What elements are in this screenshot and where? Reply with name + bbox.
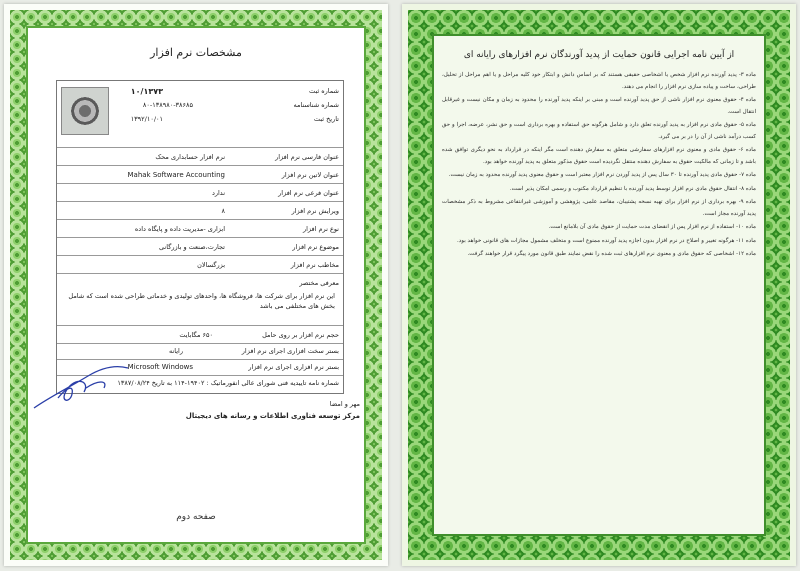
stamp-label: مهر و امضا [329, 400, 360, 408]
signature-image [28, 358, 138, 418]
regulation-title: از آیین نامه اجرایی قانون حمایت از پدید آورندگان نرم افزارهای رایانه ای [463, 50, 735, 60]
page-label: صفحه دوم [176, 512, 216, 522]
article-text: ماده ۹- بهره برداری از نرم افزار برای تهیه نسخه پشتیبان، مقاصد علمی، پژوهشی و آموزشی غیرانتفاعی مشروط به ذکر مشخصات پدید آورنده مجاز است. [442, 199, 757, 217]
article-text: ماده ۱۰- استفاده از نرم افزار پس از انقضای مدت حمایت از حقوق مادی آن بلامانع است. [548, 224, 756, 230]
article-text: ماده ۸- انتقال حقوق مادی نرم افزار توسط پدید آورنده با تنظیم قرارداد مکتوب و رسمی امکان پذیر است. [509, 185, 756, 192]
article-text: ماده ۳- پدید آورنده نرم افزار شخص یا اشخاصی حقیقی هستند که بر اساس دانش و ابتکار خود کلیه مراحل و یا اهم مراحل از تحلیل، طراحی، ساخت و پیاده سازی نرم افزار را انجام می دهند. [442, 72, 756, 90]
right-page [402, 4, 796, 566]
article-text: ماده ۵- حقوق مادی نرم افزار به پدید آورنده تعلق دارد و شامل هرگونه حق استفاده و بهره برداری است و حق نشر، عرضه، اجرا و حق کسب درآمد ناشی از آن را در بر می گیرد. [442, 122, 756, 140]
hologram-seal [61, 87, 109, 135]
issuing-center: مرکز توسعه فناوری اطلاعات و رسانه های دیجیتال [185, 412, 360, 420]
software-spec-table: شماره ثبت ۱۰/۱۳۷۳ شماره شناسنامه ۸۰-۱۳۸۹۸۰-۳۸۶۸۵ تاریخ ثبت ۱۳۹۲/۱۰/۰۱ عنوان فارسی نرم افزار نرم افزار حسابداری محک عنوان لاتین نرم افزار Mahak Software Accounting عنوان فرعی نرم افزار ندارد ویرایش نرم افزار ۸ نوع نرم افزار ابزاری -مدیریت داده و پایگاه داده موضوع نرم افزار تجارت،صنعت و بازرگانی مخاطب نرم افزار بزرگسالان معرفی مختصر این نرم افزار برای شرکت ها، فروشگاه ها، واحدهای تولیدی و خدماتی طراحی شده است که شامل بخش های مختلفی می باشد حجم نرم افزار بر روی حامل ۶۵۰ مگابایت بستر سخت افزاری اجرای نرم افزار رایانه بستر نرم افزاری اجرای نرم افزار Microsoft Windows شماره نامه تاییدیه فنی شورای عالی انفورماتیک : ۱۹۴۰۲-۱۱۴ به تاریخ ۱۳۸۷/۰۸/۲۴ [56, 80, 344, 394]
article-text: ماده ۴- حقوق معنوی نرم افزار ناشی از حق پدید آورنده است و مبنی بر اینکه پدید آورنده را محدود به زمان و مکان نیست و غیرقابل انتقال است. [442, 97, 756, 115]
left-page [4, 4, 388, 566]
certificate-title: مشخصات نرم افزار [150, 46, 242, 59]
right-page-body [432, 34, 766, 536]
article-text: ماده ۱۱- هرگونه تغییر و اصلاح در نرم افزار بدون اجازه پدید آورنده ممنوع است و متخلف مشمول مجازات های قانونی خواهد بود. [457, 237, 756, 244]
article-text: ماده ۷- حقوق مادی پدید آورنده تا ۳۰ سال پس از پدید آوردن نرم افزار معتبر است و حقوق معنوی پدید آورنده محدود به زمان نیست. [448, 172, 756, 178]
article-text: ماده ۶- حقوق مادی و معنوی نرم افزارهای سفارشی متعلق به سفارش دهنده است مگر اینکه در قرارداد به نحو دیگری توافق شده باشد و تا زمانی که مالکیت حقوق به سفارش دهنده منتقل نگردیده است حقوق مذکور متعلق به پدید آورنده خواهد بود. [442, 147, 757, 165]
article-text: ماده ۱۲- اشخاصی که حقوق مادی و معنوی نرم افزارهای ثبت شده را نقض نمایند طبق قانون مورد پیگرد قرار خواهند گرفت. [467, 251, 756, 257]
regulation-articles [442, 70, 756, 526]
left-page-body [26, 26, 366, 544]
